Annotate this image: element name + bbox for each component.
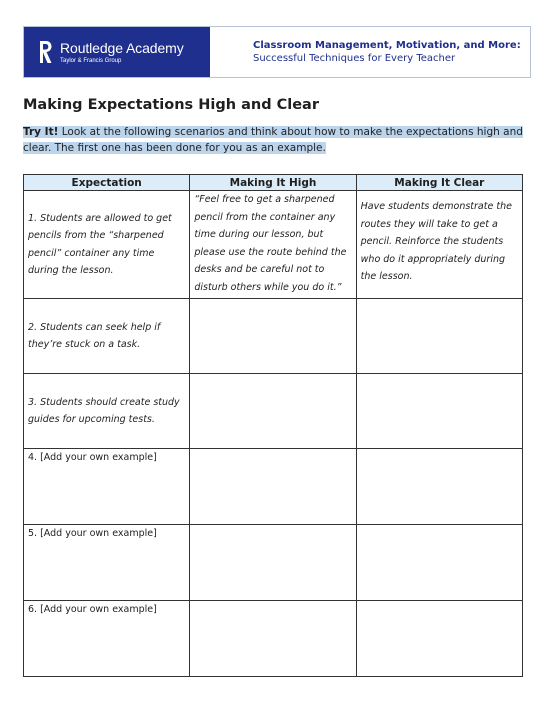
brand-name: Routledge Academy — [60, 39, 184, 56]
page-title: Making Expectations High and Clear — [23, 97, 319, 113]
making-clear-cell[interactable] — [356, 299, 522, 374]
making-high-cell[interactable] — [190, 299, 356, 374]
table-row — [24, 525, 523, 601]
making-high-cell[interactable] — [190, 374, 356, 449]
making-clear-cell[interactable] — [356, 374, 522, 449]
table-row — [24, 374, 523, 449]
table-row — [24, 449, 523, 525]
series-subtitle: Successful Techniques for Every Teacher — [253, 53, 456, 64]
making-high-cell: “Feel free to get a sharpened pencil from the container any time during our lesson, but please use the route behind the desks and be careful not to disturb others while you do it.” — [190, 191, 356, 299]
expectation-cell: 2. Students can seek help if they’re stuck on a task. — [24, 299, 190, 374]
routledge-r-logo-icon — [37, 39, 53, 65]
making-high-cell[interactable] — [190, 525, 356, 601]
instructions — [23, 124, 523, 156]
making-high-cell[interactable] — [190, 449, 356, 525]
making-clear-cell[interactable] — [356, 449, 522, 525]
column-header-high: Making It High — [190, 175, 356, 191]
table-row — [24, 601, 523, 677]
expectation-cell[interactable]: 6. [Add your own example] — [24, 601, 190, 677]
instructions-lead: Try It! — [23, 126, 59, 138]
series-title: Classroom Management, Motivation, and More: — [253, 40, 521, 51]
column-header-clear: Making It Clear — [356, 175, 522, 191]
table-row — [24, 191, 523, 299]
table-row — [24, 299, 523, 374]
expectation-cell[interactable]: 5. [Add your own example] — [24, 525, 190, 601]
column-header-expectation: Expectation — [24, 175, 190, 191]
expectation-cell: 3. Students should create study guides for upcoming tests. — [24, 374, 190, 449]
expectation-cell[interactable]: 4. [Add your own example] — [24, 449, 190, 525]
making-clear-cell[interactable] — [356, 601, 522, 677]
expectations-table — [23, 174, 523, 677]
publisher-logo — [24, 27, 210, 77]
table-header-row — [24, 175, 523, 191]
document-header — [23, 26, 531, 78]
instructions-text: Look at the following scenarios and think about how to make the expectations high and clear. The first one has been done for you as an example. — [23, 126, 523, 154]
making-clear-cell[interactable] — [356, 525, 522, 601]
brand-subtitle: Taylor & Francis Group — [60, 57, 122, 64]
making-clear-cell: Have students demonstrate the routes they will take to get a pencil. Reinforce the students who do it appropriately during the lesson. — [356, 191, 522, 299]
making-high-cell[interactable] — [190, 601, 356, 677]
expectation-cell: 1. Students are allowed to get pencils from the “sharpened pencil” container any time during the lesson. — [24, 191, 190, 299]
